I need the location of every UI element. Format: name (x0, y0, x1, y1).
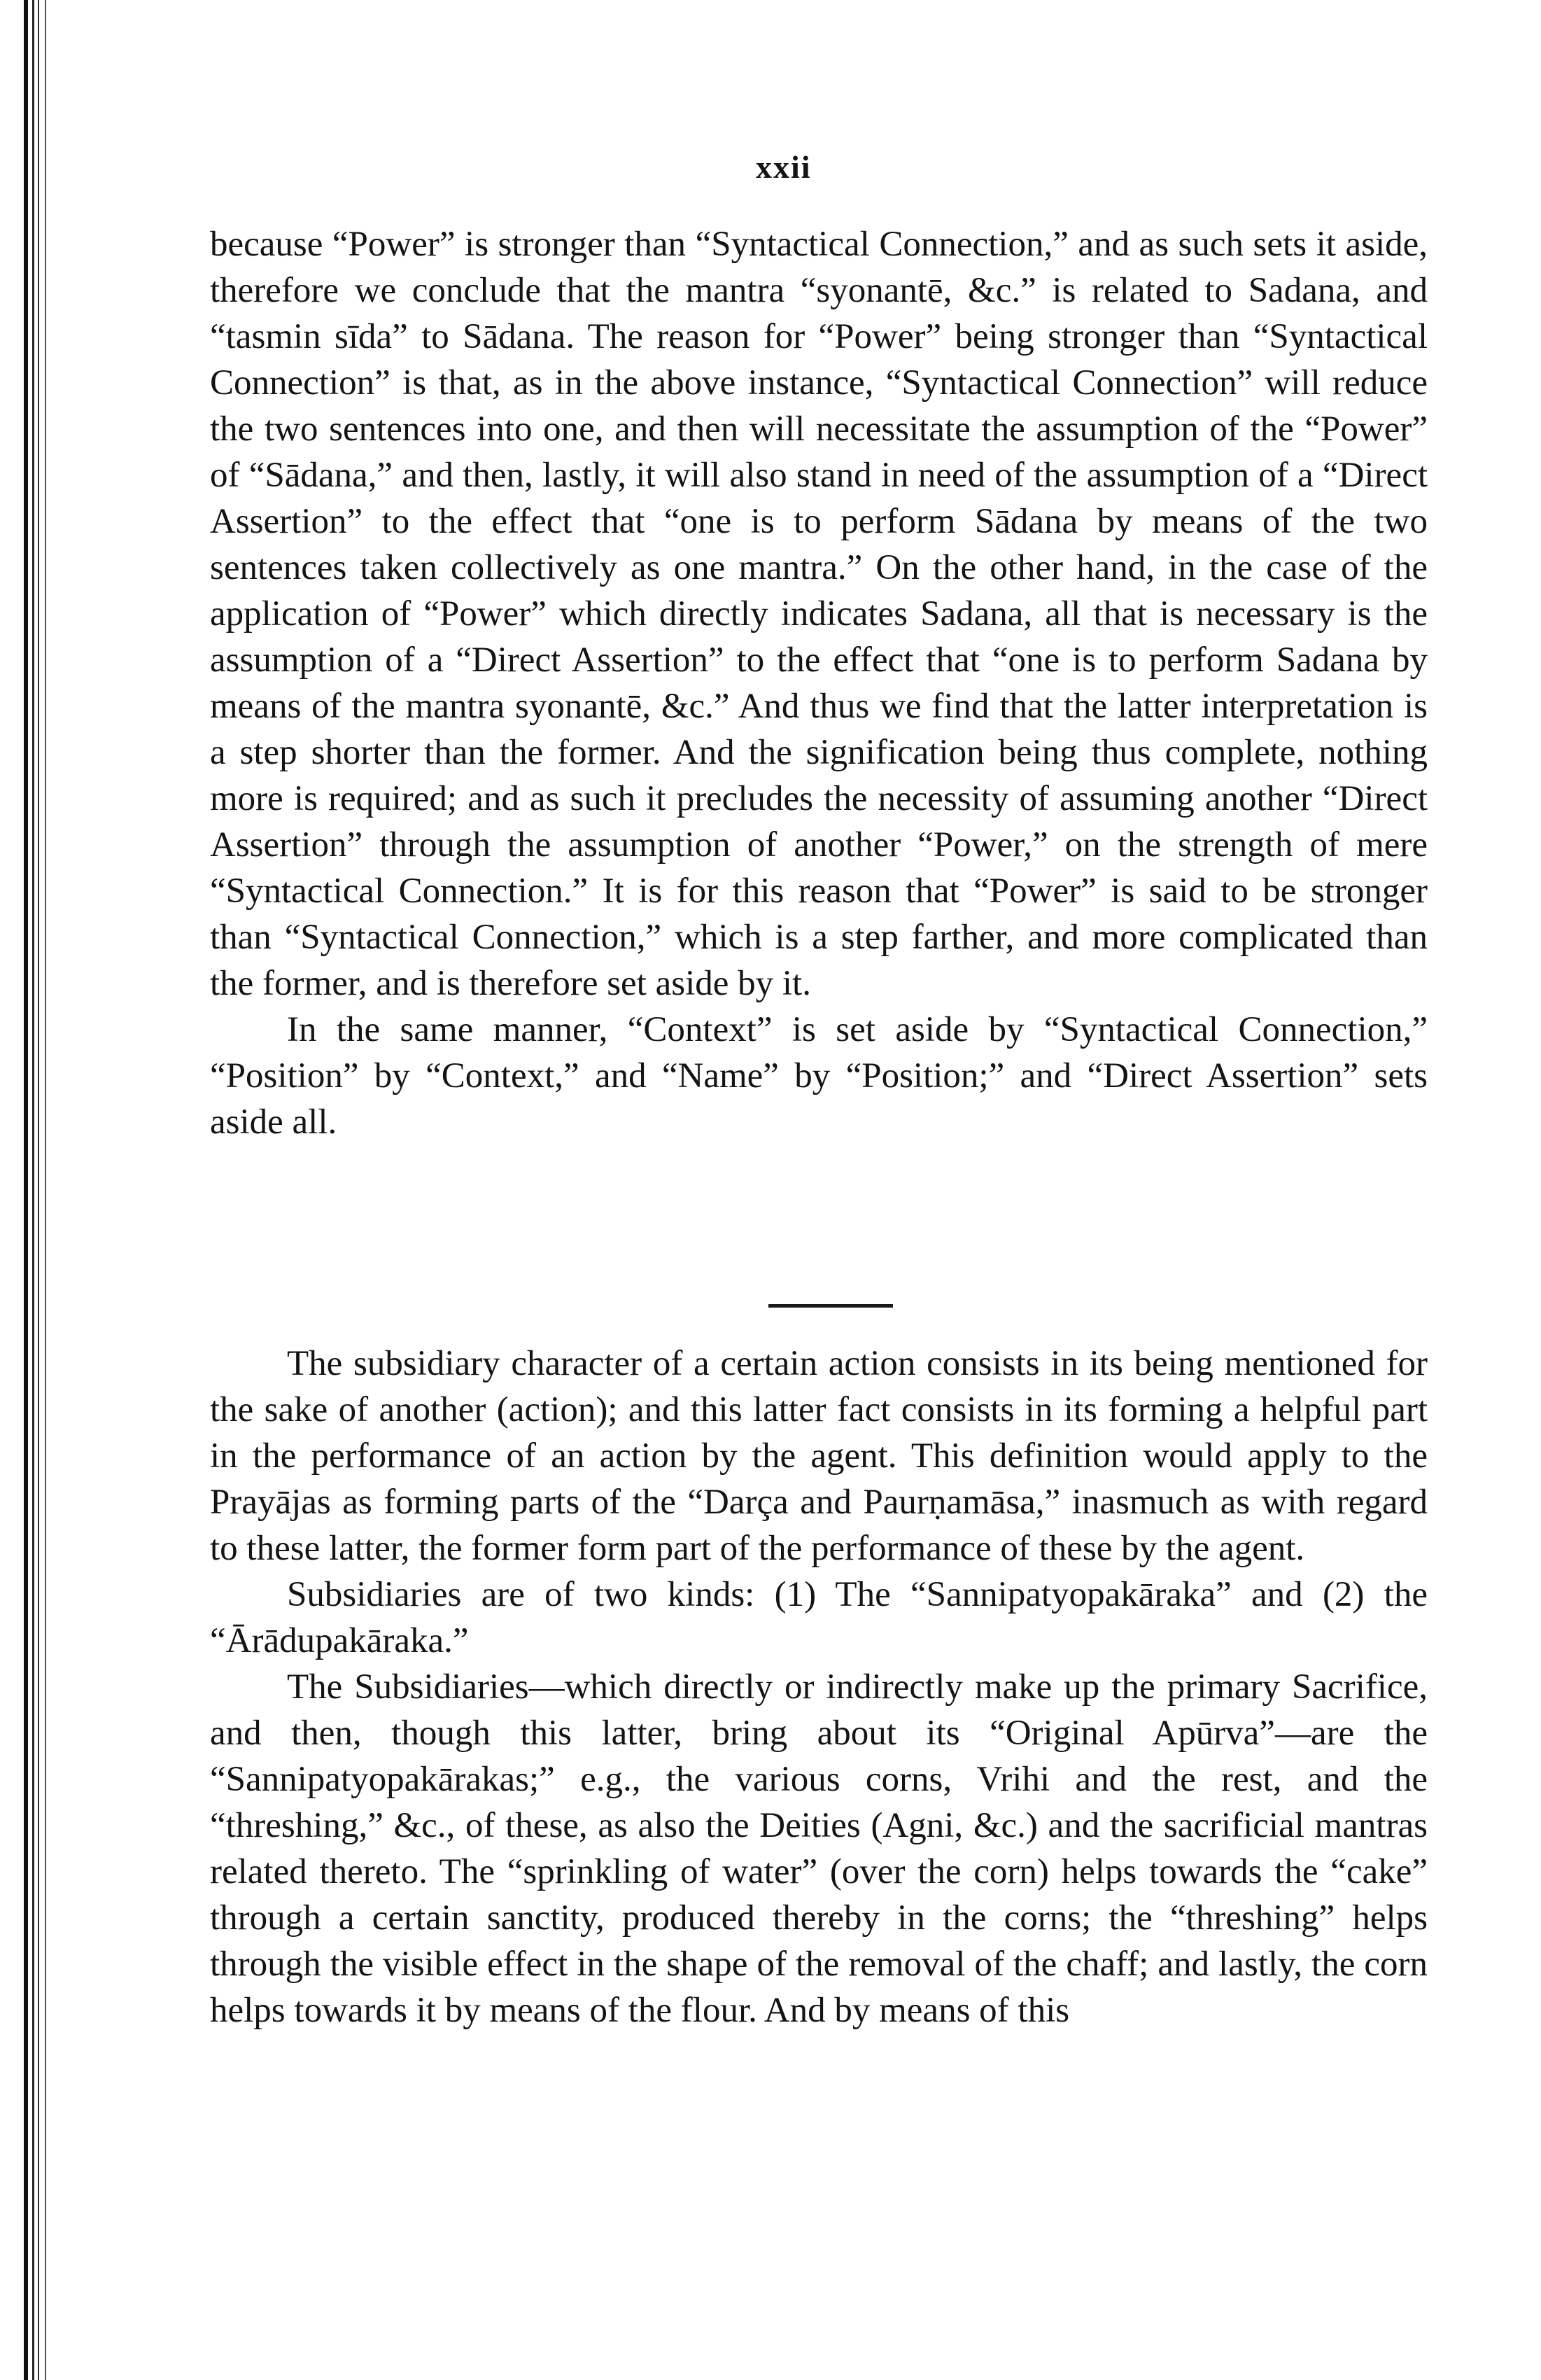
paragraph-same-manner: In the same manner, “Context” is set aside by “Syntactical Connection,” “Position” by “Context,” and “Name” by “Position;” and “Direct Assertion” sets aside all. (210, 1010, 1428, 1142)
binding-edge (24, 0, 55, 2380)
page-number: xxii (756, 149, 812, 185)
section-divider (768, 1304, 893, 1308)
paragraph-two-kinds: Subsidiaries are of two kinds: (1) The “Sannipatyopakāraka” and (2) the “Ārādupakāraka.” (210, 1575, 1428, 1660)
top-section (210, 221, 1428, 1145)
paragraph-subsidiary-character: The subsidiary character of a certain action consists in its being mentioned for the sake of another (action); and this latter fact consists in its forming a helpful part in the performance of an action by the agent. This definition would apply to the Prayājas as forming parts of the “Darça and Paurṇamāsa,” inasmuch as with regard to these latter, the former form part of the performance of these by the agent. (210, 1344, 1428, 1568)
paragraph-sannipatyopakarakas: The Subsidiaries—which directly or indirectly make up the primary Sacrifice, and then, though this latter, bring about its “Original Apūrva”—are the “Sannipatyopakārakas;” e.g., the various corns, Vrihi and the rest, and the “threshing,” &c., of these, as also the Deities (Agni, &c.) and the sacrificial mantras related thereto. The “sprinkling of water” (over the corn) helps towards the “cake” through a certain sanctity, produced thereby in the corns; the “threshing” helps through the visible effect in the shape of the removal of the chaff; and lastly, the corn helps towards it by means of the flour. And by means of this (210, 1667, 1428, 2030)
bottom-section (210, 1340, 1428, 2033)
paragraph-power-vs-syntactical-connection: because “Power” is stronger than “Syntactical Connection,” and as such sets it aside, therefore we conclude that the mantra “syonantē, &c.” is related to Sadana, and “tasmin sīda” to Sādana. The reason for “Power” being stronger than “Syntactical Connection” is that, as in the above instance, “Syntactical Connection” will reduce the two sentences into one, and then will necessitate the assumption of the “Power” of “Sādana,” and then, lastly, it will also stand in need of the assumption of a “Direct Assertion” to the effect that “one is to perform Sādana by means of the two sentences taken collectively as one mantra.” On the other hand, in the case of the application of “Power” which directly indicates Sadana, all that is necessary is the assumption of a “Direct Assertion” to the effect that “one is to perform Sadana by means of the mantra syonantē, &c.” And thus we find that the latter interpretation is a step shorter than the former. And the signification being thus complete, nothing more is required; and as such it precludes the necessity of assuming another “Direct Assertion” through the assumption of another “Power,” on the strength of mere “Syntactical Connection.” It is for this reason that “Power” is said to be stronger than “Syntactical Connection,” which is a step farther, and more complicated than the former, and is therefore set aside by it. (210, 225, 1428, 1003)
